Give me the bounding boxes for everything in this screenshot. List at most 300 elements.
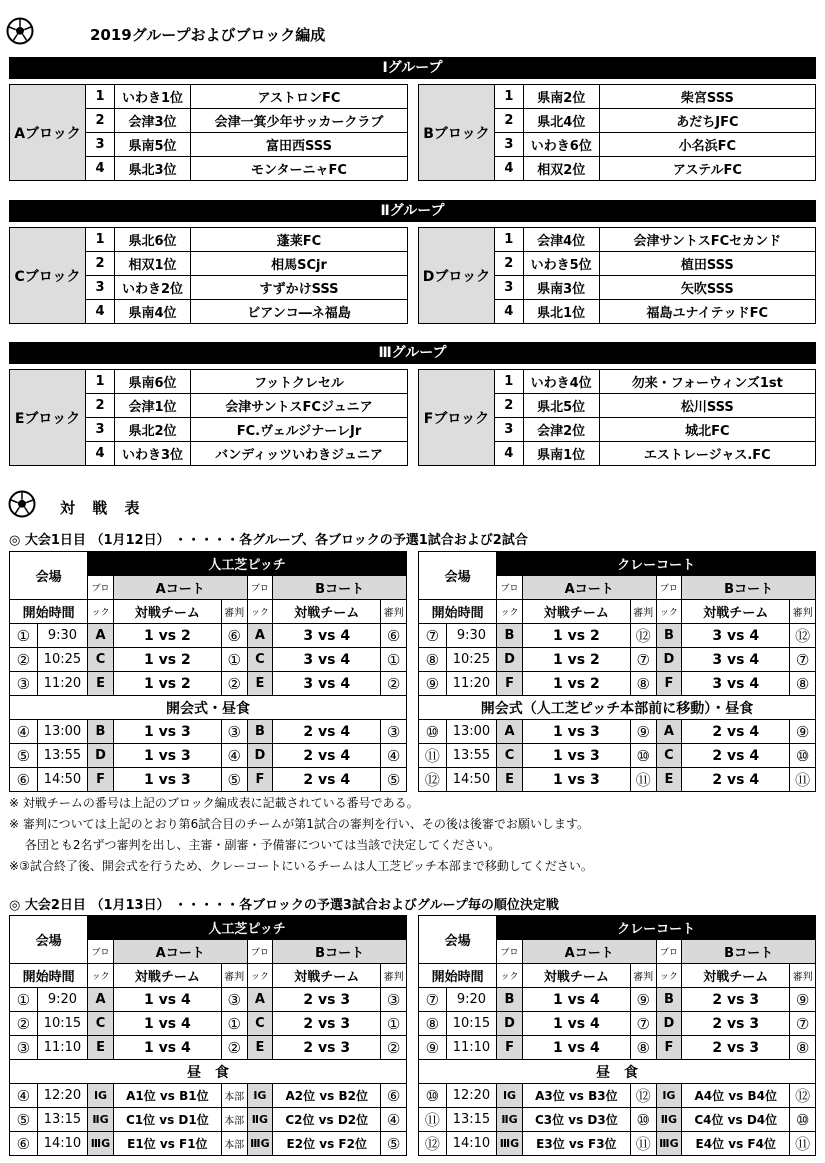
start-time: 10:15 — [37, 1012, 87, 1036]
start-time: 11:20 — [37, 672, 87, 696]
match-teams: C3位 vs D3位 — [522, 1108, 630, 1132]
qualifying-rank: 県北5位 — [523, 394, 599, 418]
referee: ③ — [381, 988, 407, 1012]
block: D — [656, 648, 682, 672]
pitch-name: 人工芝ピッチ — [88, 552, 407, 576]
referee: ⑪ — [630, 1132, 656, 1156]
teams-label: 対戦チーム — [682, 600, 790, 624]
qualifying-rank: いわき2位 — [115, 276, 191, 300]
block-table — [418, 227, 816, 324]
qualifying-rank: 県北1位 — [523, 300, 599, 324]
referee: ③ — [221, 988, 247, 1012]
match-number: ⑥ — [10, 1132, 38, 1156]
match-teams: 2 vs 3 — [273, 1036, 381, 1060]
soccer-ball-icon — [8, 490, 36, 518]
match-teams: 2 vs 4 — [273, 768, 381, 792]
group-title: Ⅲグループ — [9, 342, 816, 364]
match-row — [419, 1084, 816, 1108]
block: B — [247, 720, 273, 744]
referee: ④ — [381, 1108, 407, 1132]
block: A — [247, 624, 273, 648]
block-header: ック — [497, 600, 523, 624]
team-name: 小名浜FC — [599, 133, 815, 157]
block-header: ブロ — [656, 940, 682, 964]
match-row — [10, 1012, 407, 1036]
block: B — [656, 624, 682, 648]
block: ⅢG — [497, 1132, 523, 1156]
match-teams: A4位 vs B4位 — [682, 1084, 790, 1108]
qualifying-rank: 県南4位 — [115, 300, 191, 324]
block: B — [88, 720, 114, 744]
match-teams: A3位 vs B3位 — [522, 1084, 630, 1108]
team-number: 1 — [494, 370, 523, 394]
referee-label: 審判 — [221, 600, 247, 624]
team-number: 4 — [86, 442, 115, 466]
block: A — [88, 988, 114, 1012]
start-time: 10:15 — [446, 1012, 496, 1036]
block: B — [497, 988, 523, 1012]
referee-label: 審判 — [381, 600, 407, 624]
pitch-name: クレーコート — [497, 916, 816, 940]
match-teams: 1 vs 2 — [522, 648, 630, 672]
match-teams: E3位 vs F3位 — [522, 1132, 630, 1156]
pitch-name: 人工芝ピッチ — [88, 916, 407, 940]
break-row: 昼 食 — [10, 1060, 407, 1084]
qualifying-rank: 相双1位 — [115, 252, 191, 276]
team-name: 会津一箕少年サッカークラブ — [191, 109, 408, 133]
match-row — [10, 648, 407, 672]
referee: ⑨ — [630, 988, 656, 1012]
schedule-title: 対 戦 表 — [60, 499, 146, 517]
block: ⅢG — [88, 1132, 114, 1156]
teams-label: 対戦チーム — [113, 600, 221, 624]
match-number: ⑦ — [419, 988, 447, 1012]
block: ⅡG — [656, 1108, 682, 1132]
qualifying-rank: いわき1位 — [115, 85, 191, 109]
match-row — [419, 988, 816, 1012]
block-header: ブロ — [88, 940, 114, 964]
match-number: ③ — [10, 672, 38, 696]
match-row — [419, 1132, 816, 1156]
qualifying-rank: 県南2位 — [523, 85, 599, 109]
block-table — [9, 227, 408, 324]
qualifying-rank: 県南5位 — [115, 133, 191, 157]
referee-label: 審判 — [630, 964, 656, 988]
referee-label: 審判 — [630, 600, 656, 624]
block: F — [656, 672, 682, 696]
team-number: 1 — [86, 228, 115, 252]
note-2: ※ 審判については上記のとおり第6試合目のチームが第1試合の審判を行い、その後は後審でお願いします。 — [9, 817, 589, 831]
block-row — [10, 228, 408, 252]
match-teams: 1 vs 3 — [522, 768, 630, 792]
team-name: あだちJFC — [599, 109, 815, 133]
referee: ⑤ — [381, 1132, 407, 1156]
block: A — [88, 624, 114, 648]
block-name: Bブロック — [419, 85, 495, 181]
start-time-label: 開始時間 — [419, 964, 497, 988]
block: C — [88, 648, 114, 672]
team-number: 1 — [86, 370, 115, 394]
team-number: 3 — [494, 276, 523, 300]
block-row — [419, 228, 816, 252]
qualifying-rank: 県北3位 — [115, 157, 191, 181]
match-row — [10, 1084, 407, 1108]
match-teams: E2位 vs F2位 — [273, 1132, 381, 1156]
page-title: 2019グループおよびブロック編成 — [90, 26, 326, 44]
block: A — [247, 988, 273, 1012]
block: A — [656, 720, 682, 744]
match-number: ⑪ — [419, 744, 447, 768]
block: F — [88, 768, 114, 792]
start-time: 14:50 — [37, 768, 87, 792]
team-name: フットクレセル — [191, 370, 408, 394]
team-name: エストレージャス.FC — [599, 442, 815, 466]
block-header: ック — [247, 600, 273, 624]
match-teams: 2 vs 4 — [682, 720, 790, 744]
block: E — [247, 672, 273, 696]
match-teams: 3 vs 4 — [682, 624, 790, 648]
match-teams: 1 vs 4 — [522, 1036, 630, 1060]
block: E — [656, 768, 682, 792]
referee: ⑧ — [790, 672, 816, 696]
break-row: 昼 食 — [419, 1060, 816, 1084]
match-row — [10, 1108, 407, 1132]
referee: ⑥ — [221, 624, 247, 648]
referee: ① — [381, 648, 407, 672]
court-b-header: Bコート — [273, 576, 407, 600]
start-time: 14:10 — [446, 1132, 496, 1156]
referee: ⑦ — [790, 1012, 816, 1036]
referee: 本部 — [221, 1108, 247, 1132]
note-3: 各団とも2名ずつ審判を出し、主審・副審・予備審については当該で決定してください。 — [9, 838, 501, 852]
block-header: ック — [247, 964, 273, 988]
match-row — [419, 1036, 816, 1060]
team-name: アストロンFC — [191, 85, 408, 109]
team-number: 2 — [494, 109, 523, 133]
match-teams: 3 vs 4 — [682, 672, 790, 696]
team-number: 2 — [86, 252, 115, 276]
block: ⅠG — [247, 1084, 273, 1108]
match-number: ⑩ — [419, 1084, 447, 1108]
block-header: ック — [656, 964, 682, 988]
referee: ② — [221, 672, 247, 696]
teams-label: 対戦チーム — [113, 964, 221, 988]
match-row — [10, 768, 407, 792]
team-name: モンターニャFC — [191, 157, 408, 181]
match-teams: 3 vs 4 — [273, 648, 381, 672]
referee: ⑩ — [630, 1108, 656, 1132]
referee-label: 審判 — [790, 964, 816, 988]
referee: ⑧ — [630, 1036, 656, 1060]
block-header: ブロ — [656, 576, 682, 600]
block-name: Eブロック — [10, 370, 86, 466]
team-number: 4 — [86, 157, 115, 181]
match-number: ⑦ — [419, 624, 447, 648]
qualifying-rank: いわき3位 — [115, 442, 191, 466]
block: C — [88, 1012, 114, 1036]
team-number: 4 — [86, 300, 115, 324]
group-section — [9, 342, 816, 468]
team-name: 蓬莱FC — [191, 228, 408, 252]
referee: ⑧ — [630, 672, 656, 696]
block-header: ック — [656, 600, 682, 624]
team-name: すずかけSSS — [191, 276, 408, 300]
qualifying-rank: 会津2位 — [523, 418, 599, 442]
team-name: アステルFC — [599, 157, 815, 181]
block: F — [497, 672, 523, 696]
start-time: 13:15 — [37, 1108, 87, 1132]
schedule-table — [9, 915, 407, 1156]
block-row — [419, 85, 816, 109]
match-row — [10, 988, 407, 1012]
match-teams: 1 vs 2 — [113, 672, 221, 696]
block-row — [10, 85, 408, 109]
match-row — [10, 672, 407, 696]
block: C — [247, 648, 273, 672]
start-time: 13:55 — [37, 744, 87, 768]
match-row — [10, 1036, 407, 1060]
match-teams: 1 vs 4 — [113, 1012, 221, 1036]
referee: ⑨ — [790, 720, 816, 744]
qualifying-rank: 会津4位 — [523, 228, 599, 252]
match-teams: 2 vs 3 — [273, 1012, 381, 1036]
start-time: 11:10 — [446, 1036, 496, 1060]
start-time: 11:20 — [446, 672, 496, 696]
teams-label: 対戦チーム — [682, 964, 790, 988]
block: F — [247, 768, 273, 792]
schedule-table — [418, 915, 816, 1156]
referee: ⑦ — [630, 648, 656, 672]
team-name: 会津サントスFCジュニア — [191, 394, 408, 418]
match-row — [419, 720, 816, 744]
block-header: ブロ — [497, 576, 523, 600]
teams-label: 対戦チーム — [273, 600, 381, 624]
team-name: 柴宮SSS — [599, 85, 815, 109]
referee: ⑫ — [790, 624, 816, 648]
match-teams: 1 vs 2 — [113, 624, 221, 648]
venue-label: 会場 — [419, 916, 497, 964]
block: A — [497, 720, 523, 744]
team-number: 4 — [494, 300, 523, 324]
referee: ① — [381, 1012, 407, 1036]
block-name: Dブロック — [419, 228, 495, 324]
block-header: ック — [88, 964, 114, 988]
match-teams: A1位 vs B1位 — [113, 1084, 221, 1108]
match-number: ② — [10, 648, 38, 672]
referee: 本部 — [221, 1084, 247, 1108]
start-time: 13:00 — [446, 720, 496, 744]
referee: ⑥ — [381, 624, 407, 648]
pitch-name: クレーコート — [497, 552, 816, 576]
block: ⅡG — [497, 1108, 523, 1132]
court-a-header: Aコート — [522, 940, 656, 964]
soccer-ball-icon — [6, 17, 34, 45]
match-row — [419, 648, 816, 672]
group-title: Ⅰグループ — [9, 57, 816, 79]
block-header: ック — [497, 964, 523, 988]
schedule-table — [9, 551, 407, 792]
team-name: 城北FC — [599, 418, 815, 442]
referee: ⑦ — [790, 648, 816, 672]
court-b-header: Bコート — [682, 940, 816, 964]
block-row — [10, 370, 408, 394]
referee: ⑤ — [221, 768, 247, 792]
start-time: 10:25 — [446, 648, 496, 672]
match-row — [419, 672, 816, 696]
match-number: ⑧ — [419, 1012, 447, 1036]
team-number: 2 — [494, 252, 523, 276]
referee: ① — [221, 1012, 247, 1036]
referee: ④ — [381, 744, 407, 768]
referee-label: 審判 — [790, 600, 816, 624]
block-header: ブロ — [247, 576, 273, 600]
match-teams: 1 vs 4 — [522, 1012, 630, 1036]
referee: ⑩ — [630, 744, 656, 768]
qualifying-rank: 会津3位 — [115, 109, 191, 133]
start-time: 12:20 — [37, 1084, 87, 1108]
referee: 本部 — [221, 1132, 247, 1156]
court-a-header: Aコート — [522, 576, 656, 600]
qualifying-rank: 相双2位 — [523, 157, 599, 181]
block: F — [497, 1036, 523, 1060]
match-number: ⑤ — [10, 1108, 38, 1132]
team-name: 植田SSS — [599, 252, 815, 276]
match-teams: 1 vs 3 — [113, 768, 221, 792]
group-title: Ⅱグループ — [9, 200, 816, 222]
court-b-header: Bコート — [682, 576, 816, 600]
venue-label: 会場 — [10, 552, 88, 600]
start-time-label: 開始時間 — [10, 964, 88, 988]
block: D — [497, 648, 523, 672]
venue-label: 会場 — [419, 552, 497, 600]
block: ⅡG — [247, 1108, 273, 1132]
match-row — [419, 1012, 816, 1036]
match-teams: 2 vs 3 — [682, 1012, 790, 1036]
match-row — [419, 744, 816, 768]
match-number: ⑤ — [10, 744, 38, 768]
referee: ② — [381, 1036, 407, 1060]
match-teams: 1 vs 2 — [113, 648, 221, 672]
qualifying-rank: 県南1位 — [523, 442, 599, 466]
team-name: 矢吹SSS — [599, 276, 815, 300]
match-teams: 2 vs 4 — [682, 744, 790, 768]
match-teams: C4位 vs D4位 — [682, 1108, 790, 1132]
team-name: ビアンコ―ネ福島 — [191, 300, 408, 324]
match-teams: 1 vs 4 — [522, 988, 630, 1012]
match-teams: 1 vs 3 — [113, 744, 221, 768]
match-row — [419, 624, 816, 648]
team-number: 3 — [86, 133, 115, 157]
block: ⅢG — [247, 1132, 273, 1156]
referee: ⑦ — [630, 1012, 656, 1036]
match-number: ① — [10, 624, 38, 648]
team-number: 3 — [494, 133, 523, 157]
match-number: ⑧ — [419, 648, 447, 672]
start-time: 13:00 — [37, 720, 87, 744]
team-name: バンディッツいわきジュニア — [191, 442, 408, 466]
match-teams: C2位 vs D2位 — [273, 1108, 381, 1132]
match-teams: 3 vs 4 — [682, 648, 790, 672]
team-name: 富田西SSS — [191, 133, 408, 157]
team-number: 2 — [86, 109, 115, 133]
team-number: 1 — [494, 85, 523, 109]
match-number: ② — [10, 1012, 38, 1036]
team-name: 松川SSS — [599, 394, 815, 418]
block: C — [656, 744, 682, 768]
qualifying-rank: 県南3位 — [523, 276, 599, 300]
team-number: 2 — [494, 394, 523, 418]
block: ⅠG — [497, 1084, 523, 1108]
referee: ⑪ — [790, 1132, 816, 1156]
referee: ⑫ — [630, 624, 656, 648]
referee-label: 審判 — [381, 964, 407, 988]
team-name: 福島ユナイテッドFC — [599, 300, 815, 324]
block: ⅡG — [88, 1108, 114, 1132]
match-teams: E1位 vs F1位 — [113, 1132, 221, 1156]
block-name: Fブロック — [419, 370, 495, 466]
block: E — [497, 768, 523, 792]
match-teams: 2 vs 3 — [273, 988, 381, 1012]
block: D — [497, 1012, 523, 1036]
block-header: ブロ — [247, 940, 273, 964]
qualifying-rank: 県北2位 — [115, 418, 191, 442]
start-time: 13:55 — [446, 744, 496, 768]
block-name: Aブロック — [10, 85, 86, 181]
qualifying-rank: いわき6位 — [523, 133, 599, 157]
match-number: ⑪ — [419, 1108, 447, 1132]
match-teams: 2 vs 4 — [273, 744, 381, 768]
match-number: ⑫ — [419, 1132, 447, 1156]
court-a-header: Aコート — [113, 576, 247, 600]
note-4: ※③試合終了後、開会式を行うため、クレーコートにいるチームは人工芝ピッチ本部まで移動してください。 — [9, 859, 593, 873]
teams-label: 対戦チーム — [522, 964, 630, 988]
block: E — [88, 1036, 114, 1060]
match-number: ⑨ — [419, 672, 447, 696]
qualifying-rank: いわき5位 — [523, 252, 599, 276]
start-time-label: 開始時間 — [10, 600, 88, 624]
group-section — [9, 57, 816, 183]
referee: ① — [221, 648, 247, 672]
block: E — [247, 1036, 273, 1060]
qualifying-rank: 県北4位 — [523, 109, 599, 133]
block: C — [497, 744, 523, 768]
teams-label: 対戦チーム — [522, 600, 630, 624]
block: D — [88, 744, 114, 768]
match-number: ⑩ — [419, 720, 447, 744]
block-table — [418, 84, 816, 181]
referee: ② — [221, 1036, 247, 1060]
match-teams: 1 vs 2 — [522, 624, 630, 648]
block-name: Cブロック — [10, 228, 86, 324]
referee: ⑥ — [381, 1084, 407, 1108]
match-teams: C1位 vs D1位 — [113, 1108, 221, 1132]
block-header: ック — [88, 600, 114, 624]
block: ⅢG — [656, 1132, 682, 1156]
match-teams: 3 vs 4 — [273, 624, 381, 648]
block-header: ブロ — [88, 576, 114, 600]
team-number: 4 — [494, 157, 523, 181]
start-time: 14:10 — [37, 1132, 87, 1156]
referee: ⑩ — [790, 744, 816, 768]
match-number: ⑥ — [10, 768, 38, 792]
match-row — [419, 768, 816, 792]
start-time: 9:30 — [37, 624, 87, 648]
referee: ⑩ — [790, 1108, 816, 1132]
match-teams: E4位 vs F4位 — [682, 1132, 790, 1156]
block: ⅠG — [88, 1084, 114, 1108]
note-1: ※ 対戦チームの番号は上記のブロック編成表に記載されている番号である。 — [9, 796, 419, 810]
match-teams: 2 vs 4 — [682, 768, 790, 792]
